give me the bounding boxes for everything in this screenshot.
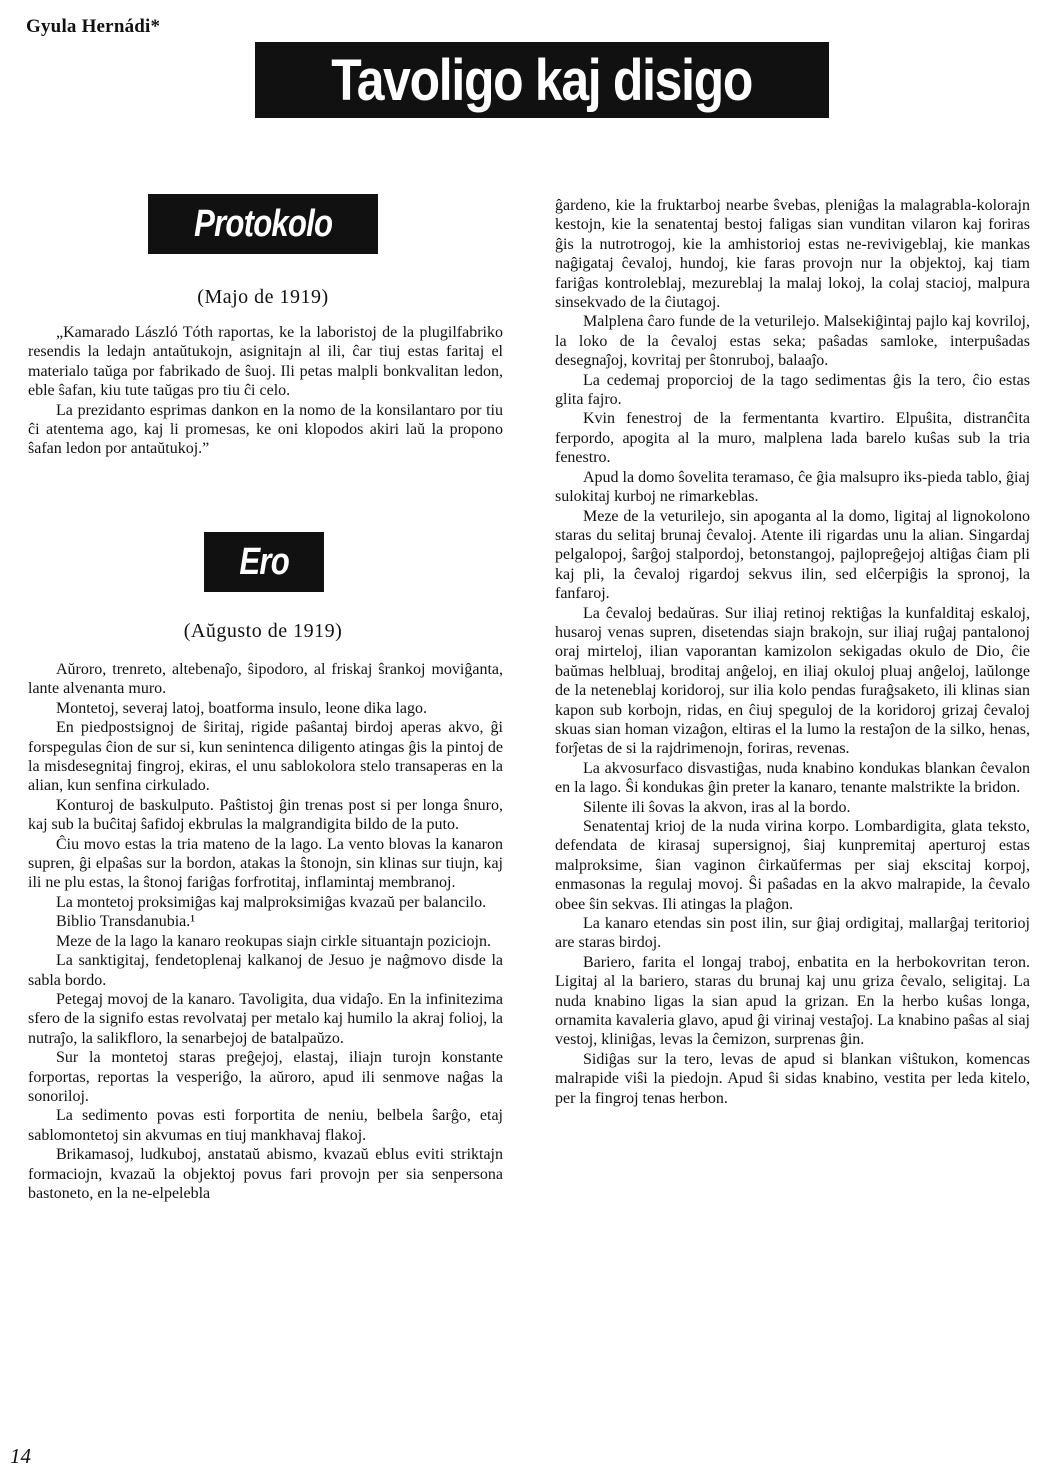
ero-paragraph: Bariero, farita el longaj traboj, enbatita en la herbokovritan teron. Ligitaj al la bariero, staras du brunaj kaj unu griza ĉevalo, seligitaj. La nuda knabino ligas la sian apud la grizan. En la herbo kuŝas longa, ornamita kavaleria glavo, apud ĝi virinaj vestaĵoj. La knabino paŝas al siaj vestoj, kliniĝas, levas la ĉemizon, surprenas ĝin.	[555, 953, 1030, 1049]
ero-paragraph: En piedpostsignoj de ŝiritaj, rigide paŝantaj birdoj aperas akvo, ĝi forspegulas ĉion de sur si, kun senintenca diligento atingas ĝis la pintoj de la misdesegnitaj fingroj, ekiras, el unu sablokolora stelo transaperas en la alian, kun senfina cirkulado.	[28, 719, 504, 795]
ero-paragraph: Montetoj, severaj latoj, boatforma insulo, leone dika lago.	[56, 699, 428, 717]
article-title: Tavoligo kaj disigo	[331, 47, 753, 113]
ero-paragraph: La akvosurfaco disvastiĝas, nuda knabino kondukas blankan ĉevalon en la lago. Ŝi kondukas ĝin preter la kanaro, tenante malstrikte la bridon.	[555, 759, 1030, 797]
ero-paragraph: La kanaro etendas sin post ilin, sur ĝiaj ordigitaj, mallarĝaj teritorioj are staras birdoj.	[555, 915, 1030, 952]
ero-paragraph: Aŭroro, trenreto, altebenaĵo, ŝipodoro, al friskaj ŝrankoj moviĝanta, lante alvenanta muro.	[28, 661, 503, 698]
ero-paragraph: Konturoj de baskulputo. Paŝtistoj ĝin trenas post si per longa ŝnuro, kaj sub la buĉitaj ŝafidoj ekbrulas la malgrandigita bildo de la puto.	[28, 796, 503, 834]
ero-paragraph: Malplena ĉaro funde de la veturilejo. Malsekiĝintaj pajlo kaj kovriloj, la loko de la ĉevaloj estas seka; paŝadas samloke, interpuŝadas desegnaĵoj, kovritaj per ŝtonruboj, balaaĵo.	[555, 313, 1030, 370]
ero-paragraph: Biblio Transdanubia.¹	[56, 913, 196, 931]
ero-left-column	[28, 660, 503, 1203]
ero-heading-banner	[204, 532, 324, 592]
ero-paragraph: Sur la montetoj staras preĝejoj, elastaj, iliajn turojn konstante forportas, reportas la vesperiĝo, la aŭroro, apud ili senmove naĝas la sonoriloj.	[28, 1049, 503, 1105]
protokolo-text	[28, 323, 503, 459]
ero-paragraph: Meze de la lago la kanaro reokupas siajn cirkle situantajn poziciojn.	[56, 932, 491, 950]
protokolo-paragraph: La prezidanto esprimas dankon en la nomo de la konsilantaro por tiu ĉi atentema ago, kaj li promesas, ke oni klopodos akiri laŭ la propono ŝafan ledon por antaŭtukoj.”	[28, 401, 503, 458]
ero-paragraph: Silente ili ŝovas la akvon, iras al la bordo.	[583, 798, 851, 816]
ero-paragraph: Apud la domo ŝovelita teramaso, ĉe ĝia malsupro iks-pieda tablo, ĝiaj sulokitaj kurboj ne rimarkeblas.	[555, 468, 1030, 506]
ero-paragraph: La sedimento povas esti forportita de neniu, belbela ŝarĝo, etaj sablomontetoj sin akvumas en tiuj mankhavaj flakoj.	[28, 1107, 503, 1144]
page-number: 14	[10, 1444, 31, 1468]
ero-paragraph: Sidiĝas sur la tero, levas de apud si blankan viŝtukon, komencas malrapide viŝi la piedojn. Apud ŝi sidas knabino, vestita per leda kitelo, per la fingroj tenas herbon.	[555, 1050, 1030, 1107]
ero-paragraph: Petegaj movoj de la kanaro. Tavoligita, dua vidaĵo. En la infinitezima sfero de la signifo estas revolvataj per metalo kaj humilo la akraj folioj, la nutraĵo, la salikfloro, la senarbejoj de batalpaŭzo.	[28, 990, 503, 1047]
ero-paragraph: Meze de la veturilejo, sin apoganta al la domo, ligitaj al lignokolono staras du selitaj brunaj ĉevaloj. Atente ili rigardas unu la alian. Singardaj pelgalopoj, ŝarĝoj stalpordoj, betonstangoj, pajlopreĝejoj altiĝas ĉiam pli kaj pli, la ĉevaloj rigardoj sekvus ilin, sed elĉerpiĝis la spronoj, la fanfaroj.	[555, 507, 1030, 603]
ero-paragraph: La ĉevaloj bedaŭras. Sur iliaj retinoj rektiĝas la kunfalditaj eskaloj, husaroj venas supren, disetendas siajn brakojn, sur iliaj ruĝaj pantalonoj oraj mirteloj, ilian vaporantan kamizolon sekigadas okulo de Dio, ĉie baŭmas helbluaj, broditaj anĝeloj, en iliaj okuloj pluaj anĝeloj, laŭlonge de la neteneblaj koridoroj, sur ilia kolo pendas furaĝsaketo, ili klinas sian kapon sub korbojn, ridas, en ĉiuj speguloj de la koridoroj grizaj ĉevaloj skuas sian homan vizaĝon, eltiras el la lumo la restaĵon de la silko, henas, forĵetas de si la rajdrimenojn, foriras, revenas.	[555, 604, 1030, 758]
article-title-banner	[255, 42, 829, 118]
ero-paragraph: Ĉiu movo estas la tria mateno de la lago. La vento blovas la kanaron supren, ĝi elpaŝas sur la bordon, atakas la ŝtonojn, sin klinas sur tiujn, kaj ili ne plu estas, la ŝtonoj fariĝas forfrotitaj, inflamintaj membranoj.	[28, 835, 503, 892]
ero-paragraph: ĝardeno, kie la fruktarboj nearbe ŝvebas, pleniĝas la malagrabla-kolorajn kestojn, kie la senatentaj bestoj faligas sian vunditan vilaron kaj foriras ĝis la nutrotrogoj, kie la amhistorioj estas ne-revivigeblaj, kie mankas naĝigataj ĉevaloj, hundoj, kie faras provojn nur la objektoj, kaj tiam fariĝas kontroleblaj, mezureblaj la malaj lokoj, la colaj stacioj, malpura sinsekvado de la ĉiutagoj.	[555, 197, 1030, 312]
ero-date: (Aŭgusto de 1919)	[183, 620, 343, 642]
ero-paragraph: Kvin fenestroj de la fermentanta kvartiro. Elpuŝita, distranĉita ferpordo, apogita al la muro, malplena lada barelo kuŝas sub la tria fenestro.	[555, 410, 1030, 467]
protokolo-heading-banner	[148, 194, 378, 254]
ero-heading: Ero	[239, 540, 289, 583]
protokolo-paragraph: „Kamarado László Tóth raportas, ke la laboristoj de la plugilfabriko resendis la ledajn antaŭtukojn, asignitajn al ili, ĉar tiuj estas faritaj el materialo taŭga por fabrikado de ŝuoj. Ili petas malpli bonkvalitan ledon, eble ŝafan, kiu tute taŭgas pro tiu ĉi celo.	[28, 324, 503, 400]
ero-paragraph: La montetoj proksimiĝas kaj malproksimiĝas kvazaŭ per balancilo.	[56, 893, 487, 911]
protokolo-date: (Majo de 1919)	[197, 286, 329, 308]
author-name: Gyula Hernádi*	[26, 16, 161, 37]
ero-paragraph: La cedemaj proporcioj de la tago sedimentas ĝis la tero, ĉio estas glita fajro.	[555, 371, 1030, 409]
ero-paragraph: Brikamasoj, ludkuboj, anstataŭ abismo, kvazaŭ eblus eviti striktajn formaciojn, kvazaŭ la objektoj povus fari provojn per sia senpersona bastoneto, en la ne-elpelebla	[28, 1146, 503, 1202]
ero-right-column	[555, 196, 1030, 1108]
ero-paragraph: La sanktigitaj, fendetoplenaj kalkanoj de Jesuo je naĝmovo disde la sabla bordo.	[28, 952, 503, 989]
protokolo-heading: Protokolo	[193, 202, 333, 245]
ero-paragraph: Senatentaj krioj de la nuda virina korpo. Lombardigita, glata teksto, defendata de kirasaj supersignoj, ŝiaj kunpremitaj aperturoj estas malproksime, ŝian vaginon ĉirkaŭfermas per siaj ekscitaj korpoj, enmasonas la regulaj movoj. Ŝi paŝadas en la akvo malrapide, la ĉevalo obee ŝin sekvas. Ili atingas la plaĝon.	[555, 818, 1030, 913]
